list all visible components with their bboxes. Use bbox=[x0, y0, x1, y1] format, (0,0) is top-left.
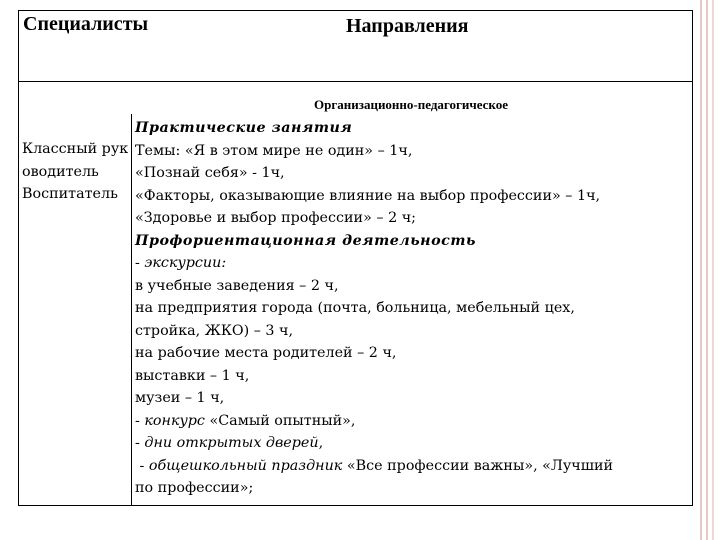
excursion-item: стройка, ЖКО) – 3 ч, bbox=[135, 322, 294, 339]
directions-cell bbox=[135, 117, 690, 500]
column-divider bbox=[131, 114, 132, 505]
topic-line: «Познай себя» - 1ч, bbox=[135, 165, 285, 181]
practical-heading: Практические занятия bbox=[135, 120, 353, 136]
excursion-item: музеи – 1 ч, bbox=[135, 390, 225, 406]
holiday-text: «Все профессии важны», «Лучший bbox=[342, 457, 614, 474]
list-dash: - bbox=[135, 412, 145, 429]
role-educator: Воспитатель bbox=[22, 186, 118, 202]
open-days-tail: , bbox=[318, 435, 324, 451]
open-days-label: дни открытых дверей bbox=[144, 435, 319, 451]
list-dash: - bbox=[135, 435, 145, 451]
section-title: Организационно-педагогическое bbox=[314, 97, 508, 112]
excursions-label: экскурсии: bbox=[144, 255, 227, 271]
career-heading: Профориентационная деятельность bbox=[135, 232, 476, 249]
list-dash: - bbox=[135, 255, 145, 271]
holiday-label: общешкольный праздник bbox=[148, 457, 343, 474]
open-days-line bbox=[135, 432, 690, 455]
excursion-item: в учебные заведения – 2 ч, bbox=[135, 277, 339, 294]
header-directions: Направления bbox=[346, 15, 469, 37]
header-specialists: Специалисты bbox=[23, 13, 149, 35]
decorative-stripe bbox=[712, 0, 714, 540]
section-row bbox=[19, 81, 692, 114]
role-class-teacher: Классный руководитель bbox=[22, 141, 129, 180]
list-dash: - bbox=[135, 457, 149, 474]
excursions-line bbox=[135, 252, 690, 275]
decorative-stripe bbox=[706, 0, 708, 540]
specialists-cell bbox=[22, 138, 130, 206]
document-table bbox=[18, 10, 693, 506]
excursion-item: выставки – 1 ч, bbox=[135, 367, 250, 384]
topic-line: Темы: «Я в этом мире не один» – 1ч, bbox=[135, 142, 413, 159]
topic-line: «Факторы, оказывающие влияние на выбор профессии» – 1ч, bbox=[135, 187, 601, 204]
holiday-line-cont: по профессии»; bbox=[135, 480, 254, 496]
topic-line: «Здоровье и выбор профессии» – 2 ч; bbox=[135, 210, 416, 226]
contest-label: конкурс bbox=[144, 412, 205, 429]
contest-line bbox=[135, 410, 690, 433]
decorative-stripe bbox=[700, 0, 702, 540]
excursion-item: на предприятия города (почта, больница, мебельный цех, bbox=[135, 300, 575, 316]
table-header-row bbox=[19, 11, 692, 82]
contest-text: «Самый опытный», bbox=[204, 412, 356, 429]
excursion-item: на рабочие места родителей – 2 ч, bbox=[135, 345, 397, 361]
holiday-line bbox=[135, 455, 690, 478]
